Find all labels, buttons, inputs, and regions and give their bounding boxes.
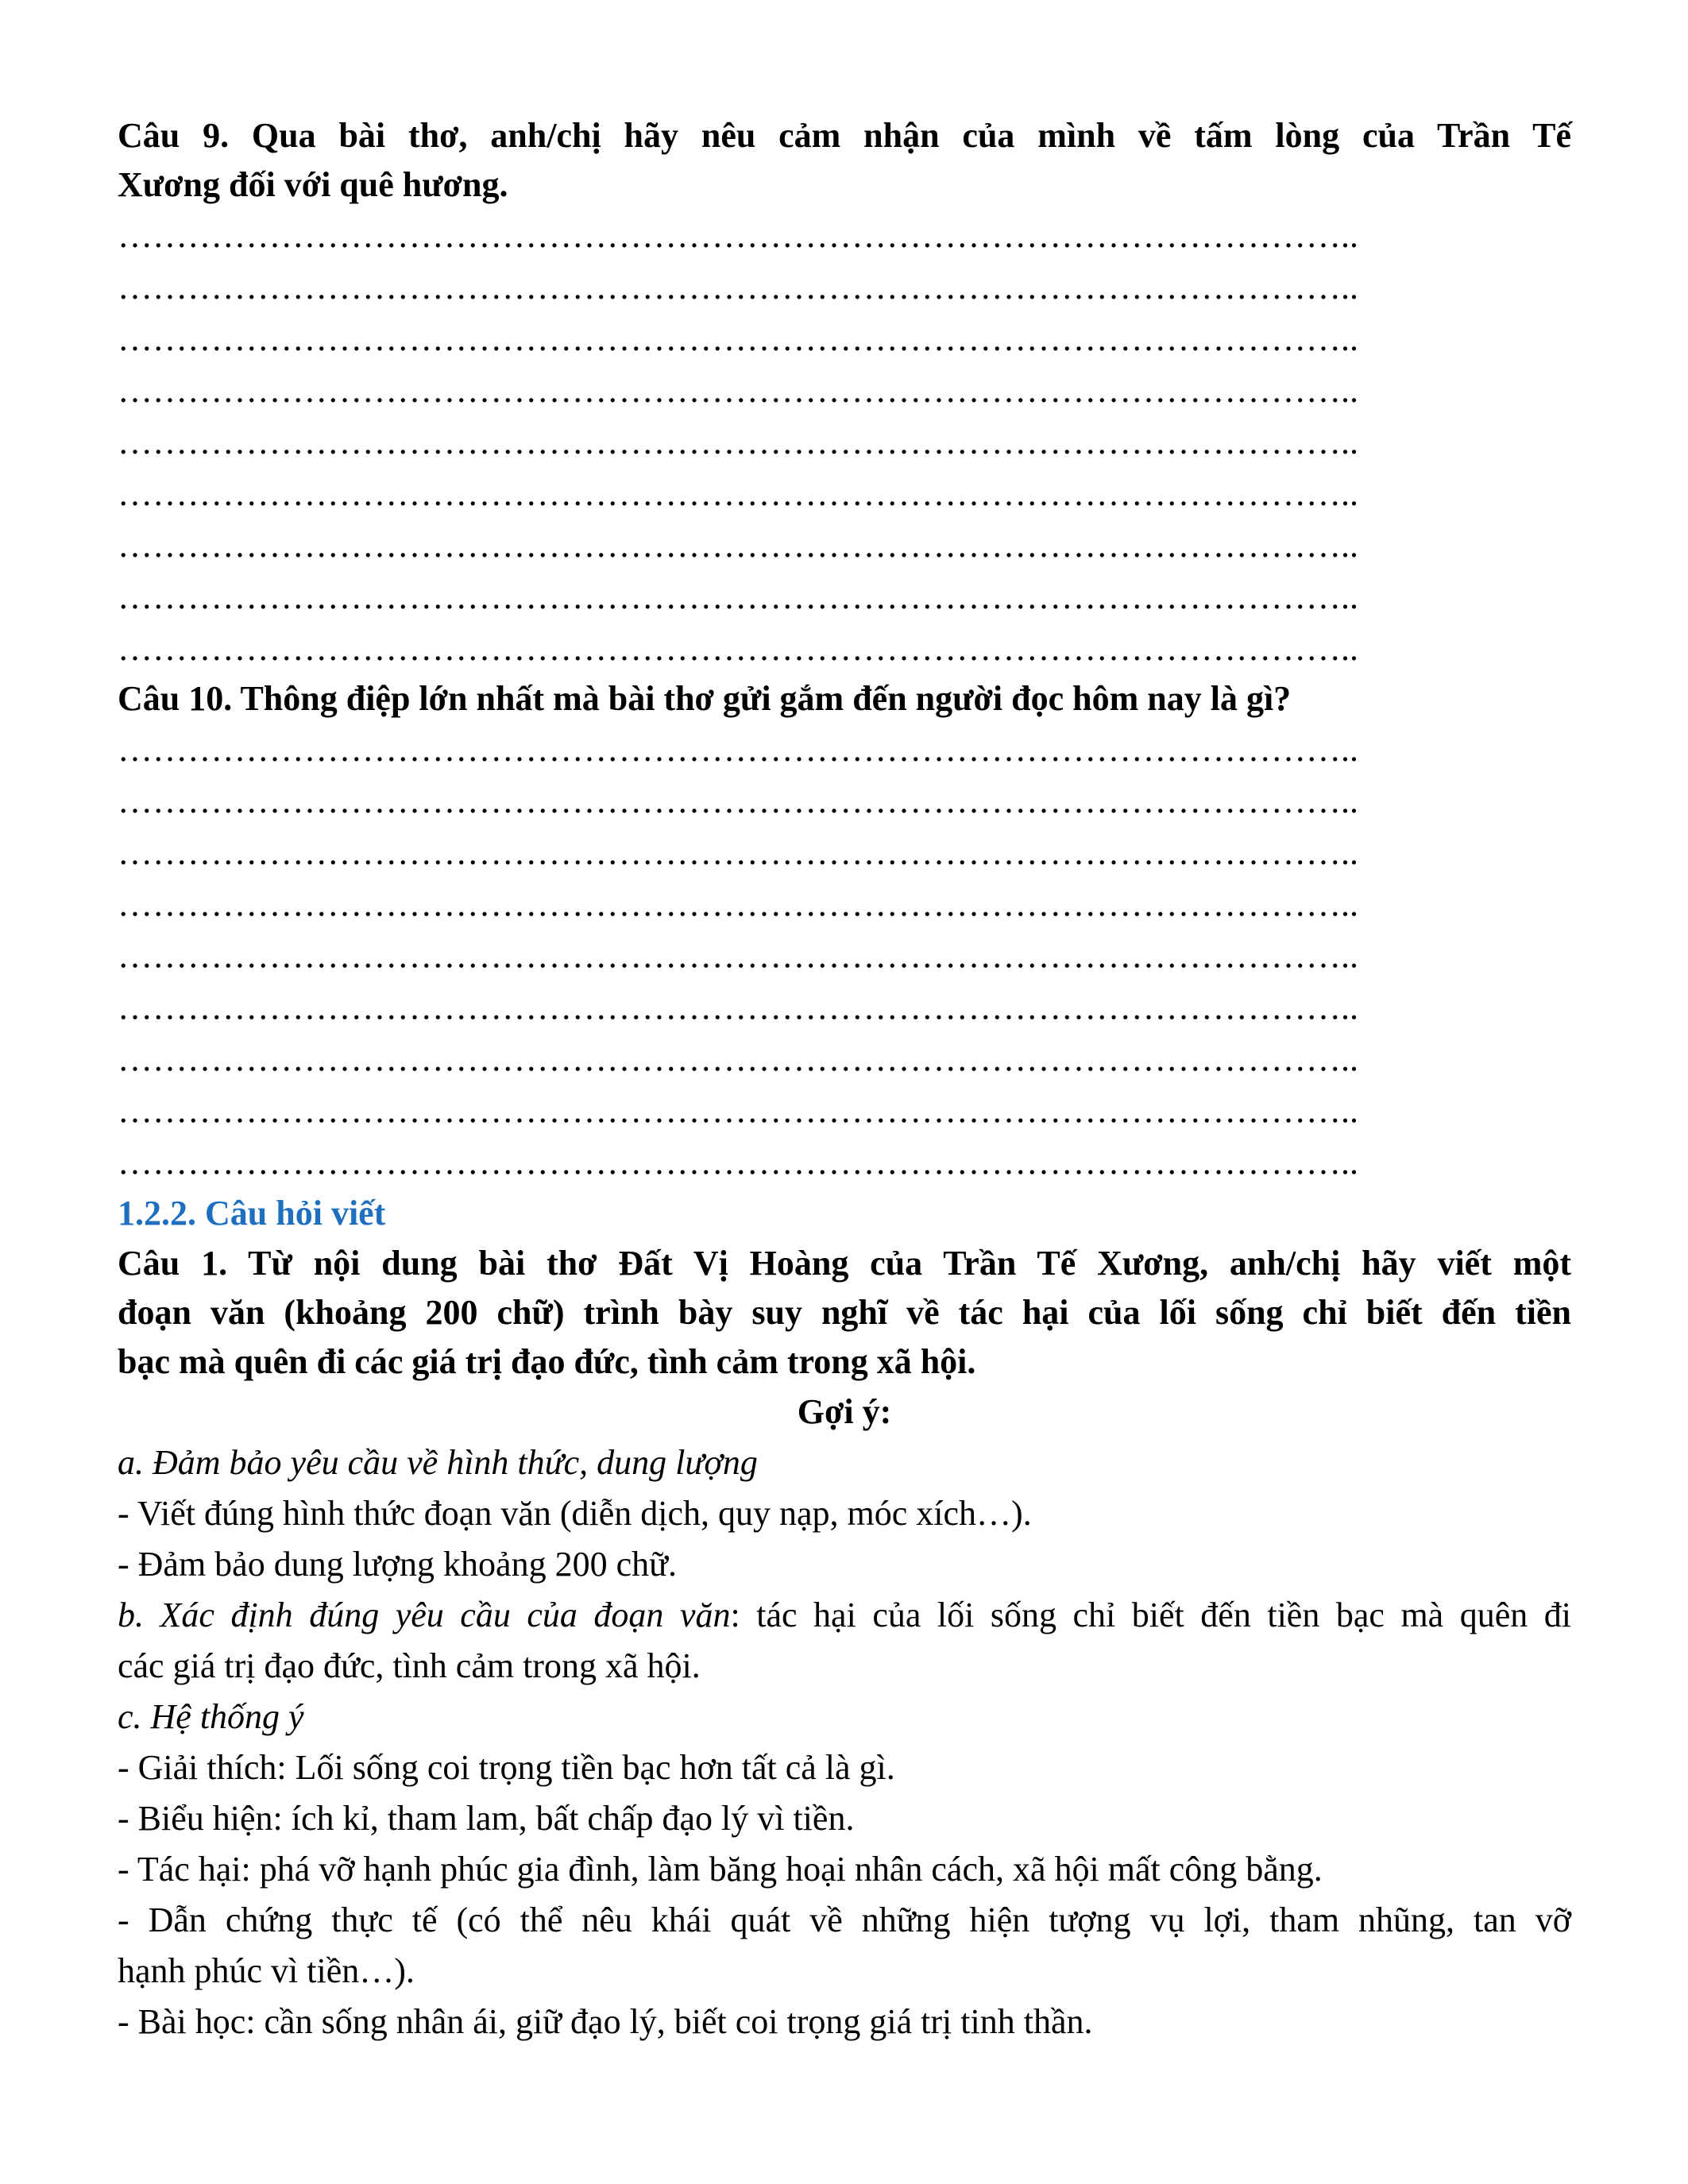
question-9 — [118, 111, 1571, 210]
answer-dotted-line: …………………………………………………………………………………………….. — [118, 885, 1358, 924]
answer-dotted-line: …………………………………………………………………………………………….. — [118, 730, 1358, 769]
hint-a-item-2: - Đảm bảo dung lượng khoảng 200 chữ. — [118, 1545, 677, 1584]
answer-dotted-line: …………………………………………………………………………………………….. — [118, 216, 1358, 255]
hint-c-item-2: - Biểu hiện: ích kỉ, tham lam, bất chấp đạo lý vì tiền. — [118, 1799, 855, 1838]
hint-b-text-1: : tác hại của lối sống chỉ biết đến tiền bạc mà quên đi — [730, 1596, 1572, 1634]
answer-dotted-line: …………………………………………………………………………………………….. — [118, 781, 1358, 820]
answer-dotted-line: …………………………………………………………………………………………….. — [118, 936, 1358, 975]
section-heading: 1.2.2. Câu hỏi viết — [118, 1194, 386, 1233]
question-9-line-1: Câu 9. Qua bài thơ, anh/chị hãy nêu cảm nhận của mình về tấm lòng của Trần Tế — [118, 116, 1571, 155]
hint-c-item-1: - Giải thích: Lối sống coi trọng tiền bạc hơn tất cả là gì. — [118, 1748, 895, 1787]
answer-dotted-line: …………………………………………………………………………………………….. — [118, 988, 1358, 1027]
answer-dotted-line: …………………………………………………………………………………………….. — [118, 423, 1358, 461]
answer-lines-question-10[interactable] — [118, 723, 1571, 1188]
writing-question-1-line-1: Câu 1. Từ nội dung bài thơ Đất Vị Hoàng của Trần Tế Xương, anh/chị hãy viết một — [118, 1244, 1571, 1283]
hint-c-item-4-line-1: - Dẫn chứng thực tế (có thể nêu khái quát về những hiện tượng vụ lợi, tham nhũng, tan vỡ — [118, 1900, 1571, 1939]
answer-dotted-line: …………………………………………………………………………………………….. — [118, 474, 1358, 513]
hint-c-item-4-line-2: hạnh phúc vì tiền…). — [118, 1951, 415, 1990]
writing-question-1-line-2: đoạn văn (khoảng 200 chữ) trình bày suy nghĩ về tác hại của lối sống chỉ biết đến tiền — [118, 1293, 1571, 1332]
answer-dotted-line: …………………………………………………………………………………………….. — [118, 833, 1358, 872]
answer-dotted-line: …………………………………………………………………………………………….. — [118, 526, 1358, 565]
question-9-line-2: Xương đối với quê hương. — [118, 165, 508, 204]
hint-c-label: c. Hệ thống ý — [118, 1697, 304, 1736]
answer-dotted-line: …………………………………………………………………………………………….. — [118, 1143, 1358, 1182]
writing-question-1 — [118, 1239, 1571, 1387]
writing-question-1-line-3: bạc mà quên đi các giá trị đạo đức, tình cảm trong xã hội. — [118, 1342, 976, 1381]
question-10 — [118, 674, 1571, 723]
answer-dotted-line: …………………………………………………………………………………………….. — [118, 1040, 1358, 1078]
answer-dotted-line: …………………………………………………………………………………………….. — [118, 319, 1358, 358]
question-10-text: Câu 10. Thông điệp lớn nhất mà bài thơ gửi gắm đến người đọc hôm nay là gì? — [118, 679, 1292, 718]
answer-dotted-line: …………………………………………………………………………………………….. — [118, 268, 1358, 307]
answer-dotted-line: …………………………………………………………………………………………….. — [118, 629, 1358, 668]
hint-a-item-1: - Viết đúng hình thức đoạn văn (diễn dịch, quy nạp, móc xích…). — [118, 1494, 1032, 1533]
hint-b-label: b. Xác định đúng yêu cầu của đoạn văn — [118, 1596, 731, 1634]
document-page — [118, 111, 1571, 2047]
hint-a-label: a. Đảm bảo yêu cầu về hình thức, dung lượng — [118, 1443, 758, 1482]
hint-c-item-3: - Tác hại: phá vỡ hạnh phúc gia đình, làm băng hoại nhân cách, xã hội mất công bằng. — [118, 1850, 1323, 1889]
hint-title: Gợi ý: — [797, 1392, 892, 1431]
answer-lines-question-9[interactable] — [118, 210, 1571, 674]
answer-dotted-line: …………………………………………………………………………………………….. — [118, 1091, 1358, 1130]
answer-dotted-line: …………………………………………………………………………………………….. — [118, 577, 1358, 616]
hint-b-line-1 — [118, 1590, 1571, 1641]
answer-dotted-line: …………………………………………………………………………………………….. — [118, 371, 1358, 410]
hint-c-item-5: - Bài học: cần sống nhân ái, giữ đạo lý, biết coi trọng giá trị tinh thần. — [118, 2002, 1093, 2041]
hint-b-line-2: các giá trị đạo đức, tình cảm trong xã hội. — [118, 1646, 701, 1685]
